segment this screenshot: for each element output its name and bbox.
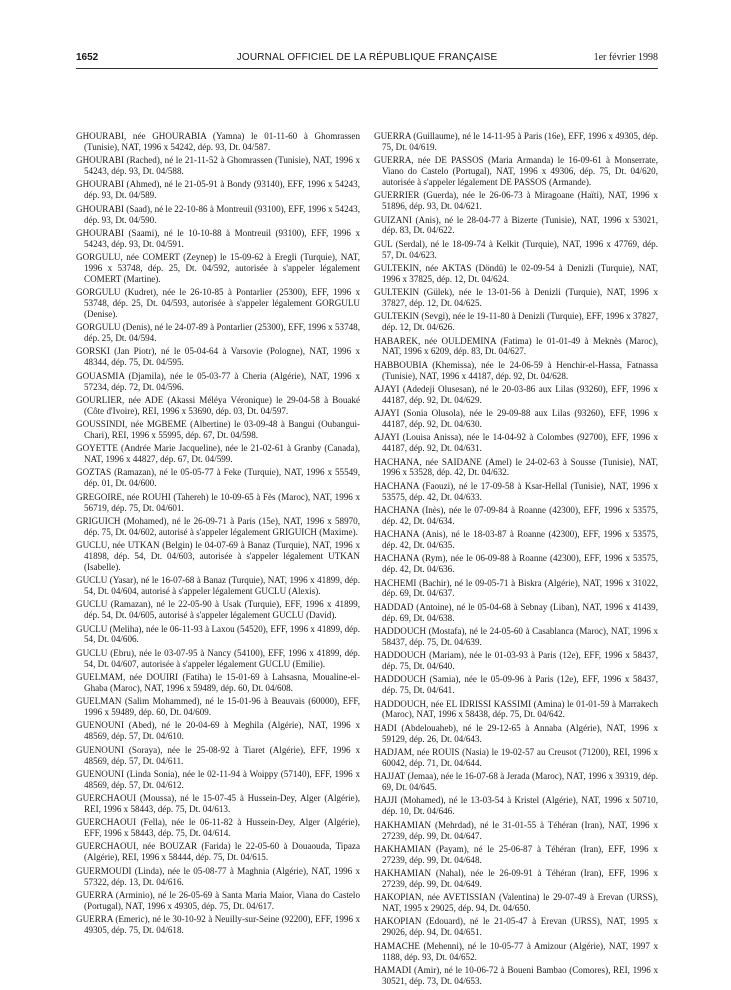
naturalization-entry: GUIZANI (Anis), né le 28-04-77 à Bizerte (Tunisie), NAT, 1996 x 53021, dép. 83, Dt. 04/622. bbox=[374, 214, 658, 236]
header-rule bbox=[76, 68, 658, 69]
naturalization-entry: HACHANA, née SAIDANE (Amel) le 24-02-63 à Sousse (Tunisie), NAT, 1996 x 53528, dép. 42, Dt. 04/632. bbox=[374, 456, 658, 478]
naturalization-entry: GRIGUICH (Mohamed), né le 26-09-71 à Paris (15e), NAT, 1996 x 58970, dép. 75, Dt. 04/602, autorisé à s'appeler légalement GRIGUICH (Maxime). bbox=[76, 515, 360, 537]
naturalization-entry: HADDOUCH (Mostafa), né le 24-05-60 à Casablanca (Maroc), NAT, 1996 x 58437, dép. 75, Dt. 04/639. bbox=[374, 625, 658, 647]
naturalization-entry: GULTEKIN (Sevgi), née le 19-11-80 à Denizli (Turquie), EFF, 1996 x 37827, dép. 12, Dt. 04/626. bbox=[374, 311, 658, 333]
naturalization-entry: HAKHAMIAN (Mehrdad), né le 31-01-55 à Téhéran (Iran), NAT, 1996 x 27239, dép. 99, Dt. 04/647. bbox=[374, 819, 658, 841]
naturalization-entry: GUCLU (Meliha), née le 06-11-93 à Laxou (54520), EFF, 1996 x 41899, dép. 54, Dt. 04/606. bbox=[76, 623, 360, 645]
naturalization-entry: HACHANA (Inès), née le 07-09-84 à Roanne (42300), EFF, 1996 x 53575, dép. 42, Dt. 04/634. bbox=[374, 504, 658, 526]
naturalization-entry: GORSKI (Jan Piotr), né le 05-04-64 à Varsovie (Pologne), NAT, 1996 x 48344, dép. 75, Dt. 04/595. bbox=[76, 346, 360, 368]
right-column bbox=[374, 131, 658, 989]
naturalization-entry: HAJJI (Mohamed), né le 13-03-54 à Kristel (Algérie), NAT, 1996 x 50710, dép. 10, Dt. 04/646. bbox=[374, 795, 658, 817]
naturalization-entry: HADDOUCH (Mariam), née le 01-03-93 à Paris (12e), EFF, 1996 x 58437, dép. 75, Dt. 04/640. bbox=[374, 650, 658, 672]
naturalization-entry: HAMADI (Amir), né le 10-06-72 à Boueni Bambao (Comores), REI, 1996 x 30521, dép. 73, Dt. 04/653. bbox=[374, 964, 658, 986]
naturalization-entry: GHOURABI (Saami), né le 10-10-88 à Montreuil (93100), EFF, 1996 x 54243, dép. 93, Dt. 04/591. bbox=[76, 227, 360, 249]
naturalization-entry: HADDAD (Antoine), né le 05-04-68 à Sebnay (Liban), NAT, 1996 x 41439, dép. 69, Dt. 04/638. bbox=[374, 601, 658, 623]
naturalization-entry: GORGULU, née COMERT (Zeynep) le 15-09-62 à Eregli (Turquie), NAT, 1996 x 53748, dép. 25, Dt. 04/592, autorisée à s'appeler légalement COMERT (Martine). bbox=[76, 252, 360, 284]
naturalization-entry: GULTEKIN (Gülek), née le 13-01-56 à Denizli (Turquie), NAT, 1996 x 37827, dép. 12, Dt. 04/625. bbox=[374, 287, 658, 309]
naturalization-entry: GOUSSINDI, née MGBEME (Albertine) le 03-09-48 à Bangui (Oubangui-Chari), REI, 1996 x 55995, dép. 67, Dt. 04/598. bbox=[76, 419, 360, 440]
naturalization-entry: HACHANA (Rym), née le 06-09-88 à Roanne (42300), EFF, 1996 x 53575, dép. 42, Dt. 04/636. bbox=[374, 553, 658, 575]
naturalization-entry: GHOURABI (Ahmed), né le 21-05-91 à Bondy (93140), EFF, 1996 x 54243, dép. 93, Dt. 04/589. bbox=[76, 179, 360, 201]
naturalization-entry: GULTEKIN, née AKTAS (Döndü) le 02-09-54 à Denizli (Turquie), NAT, 1996 x 37825, dép. 12, Dt. 04/624. bbox=[374, 262, 658, 284]
naturalization-entry: HAKHAMIAN (Payam), né le 25-06-87 à Téhéran (Iran), EFF, 1996 x 27239, dép. 99, Dt. 04/648. bbox=[374, 843, 658, 865]
page-number: 1652 bbox=[76, 52, 99, 63]
naturalization-entry: GUERMOUDI (Linda), née le 05-08-77 à Maghnia (Algérie), NAT, 1996 x 57322, dép. 13, Dt. 04/616. bbox=[76, 865, 360, 887]
naturalization-entry: GORGULU (Denis), né le 24-07-89 à Pontarlier (25300), EFF, 1996 x 53748, dép. 25, Dt. 04/594. bbox=[76, 322, 360, 344]
naturalization-entry: HADDOUCH (Samia), née le 05-09-96 à Paris (12e), EFF, 1996 x 58437, dép. 75, Dt. 04/641. bbox=[374, 674, 658, 696]
naturalization-entry: GORGULU (Kudret), née le 26-10-85 à Pontarlier (25300), EFF, 1996 x 53748, dép. 25, Dt. 04/593, autorisée à s'appeler légalement GORGULU (Denise). bbox=[76, 287, 360, 319]
naturalization-entry: GUENOUNI (Linda Sonia), née le 02-11-94 à Woippy (57140), EFF, 1996 x 48569, dép. 57, Dt. 04/612. bbox=[76, 768, 360, 790]
naturalization-entry: HABAREK, née OULDEMINA (Fatima) le 01-01-49 à Meknès (Maroc), NAT, 1996 x 6209, dép. 83, Dt. 04/627. bbox=[374, 335, 658, 357]
naturalization-entry: GUERRA, née DE PASSOS (Maria Armanda) le 16-09-61 à Monserrate, Viano do Castelo (Portugal), NAT, 1996 x 49306, dép. 75, Dt. 04/620, autorisée à s'appeler légalement DE PASSOS (Armande). bbox=[374, 155, 658, 188]
naturalization-entry: GHOURABI, née GHOURABIA (Yamna) le 01-11-60 à Ghomrassen (Tunisie), NAT, 1996 x 54242, dép. 93, Dt. 04/587. bbox=[76, 131, 360, 152]
naturalization-entry: GUCLU, née UTKAN (Belgin) le 04-07-69 à Banaz (Turquie), NAT, 1996 x 41898, dép. 54, Dt. 04/603, autorisée à s'appeler légalement UTKAN (Isabelle). bbox=[76, 540, 360, 572]
naturalization-entry: GUERRA (Arminio), né le 26-05-69 à Santa Maria Maior, Viana do Castelo (Portugal), NAT, 1996 x 49305, dép. 75, Dt. 04/617. bbox=[76, 889, 360, 911]
naturalization-entry: HACHANA (Faouzi), né le 17-09-58 à Ksar-Hellal (Tunisie), NAT, 1996 x 53575, dép. 42, Dt. 04/633. bbox=[374, 480, 658, 502]
left-column bbox=[76, 131, 360, 938]
naturalization-entry: HADJAM, née ROUIS (Nasia) le 19-02-57 au Creusot (71200), REI, 1996 x 60042, dép. 71, Dt. 04/644. bbox=[374, 746, 658, 768]
naturalization-entry: GUERRA (Emeric), né le 30-10-92 à Neuilly-sur-Seine (92200), EFF, 1996 x 49305, dép. 75, Dt. 04/618. bbox=[76, 914, 360, 935]
naturalization-entry: HAMACHE (Mehenni), né le 10-05-77 à Amizour (Algérie), NAT, 1997 x 1188, dép. 93, Dt. 04/652. bbox=[374, 940, 658, 962]
naturalization-entry: GOURLIER, née ADE (Akassi Méléya Véronique) le 29-04-58 à Bouaké (Côte d'Ivoire), REI, 1996 x 53690, dép. 03, Dt. 04/597. bbox=[76, 394, 360, 416]
naturalization-entry: HADDOUCH, née EL IDRISSI KASSIMI (Amina) le 01-01-59 à Marrakech (Maroc), NAT, 1996 x 58438, dép. 75, Dt. 04/642. bbox=[374, 698, 658, 720]
naturalization-entry: GUCLU (Ramazan), né le 22-05-90 à Usak (Turquie), EFF, 1996 x 41899, dép. 54, Dt. 04/605, autorisé à s'appeler légalement GUCLU (David). bbox=[76, 599, 360, 621]
naturalization-entry: GUERCHAOUI, née BOUZAR (Farida) le 22-05-60 à Douaouda, Tipaza (Algérie), REI, 1996 x 58444, dép. 75, Dt. 04/615. bbox=[76, 841, 360, 863]
naturalization-entry: GUENOUNI (Soraya), née le 25-08-92 à Tiaret (Algérie), EFF, 1996 x 48569, dép. 57, Dt. 04/611. bbox=[76, 744, 360, 766]
naturalization-entry: GHOURABI (Saad), né le 22-10-86 à Montreuil (93100), EFF, 1996 x 54243, dép. 93, Dt. 04/590. bbox=[76, 203, 360, 225]
naturalization-entry: AJAYI (Adedeji Olusesan), né le 20-03-86 aux Lilas (93260), EFF, 1996 x 44187, dép. 92, Dt. 04/629. bbox=[374, 383, 658, 405]
naturalization-entry: GUERCHAOUI (Fella), née le 06-11-82 à Hussein-Dey, Alger (Algérie), EFF, 1996 x 58443, dép. 75, Dt. 04/614. bbox=[76, 817, 360, 839]
naturalization-entry: HAKOPIAN, née AVETISSIAN (Valentina) le 29-07-49 à Erevan (URSS), NAT, 1995 x 29025, dép. 94, Dt. 04/650. bbox=[374, 892, 658, 914]
naturalization-entry: HADI (Abdelouaheb), né le 29-12-65 à Annaba (Algérie), NAT, 1996 x 59129, dép. 26, Dt. 04/643. bbox=[374, 722, 658, 744]
naturalization-entry: HAKHAMIAN (Nahal), née le 26-09-91 à Téhéran (Iran), EFF, 1996 x 27239, dép. 99, Dt. 04/649. bbox=[374, 868, 658, 889]
naturalization-entry: GUENOUNI (Abed), né le 20-04-69 à Meghila (Algérie), NAT, 1996 x 48569, dép. 57, Dt. 04/610. bbox=[76, 720, 360, 742]
naturalization-entry: GUERCHAOUI (Moussa), né le 15-07-45 à Hussein-Dey, Alger (Algérie), REI, 1996 x 58443, dép. 75, Dt. 04/613. bbox=[76, 793, 360, 814]
naturalization-entry: GUERRIER (Guerda), née le 26-06-73 à Miragoane (Haïti), NAT, 1996 x 51896, dép. 93, Dt. 04/621. bbox=[374, 190, 658, 212]
naturalization-entry: GOZTAS (Ramazan), né le 05-05-77 à Feke (Turquie), NAT, 1996 x 55549, dép. 01, Dt. 04/600. bbox=[76, 467, 360, 489]
naturalization-entry: HABBOUBIA (Khemissa), née le 24-06-59 à Henchir-el-Hassa, Fatnassa (Tunisie), NAT, 1996 x 44187, dép. 92, Dt. 04/628. bbox=[374, 359, 658, 381]
naturalization-entry: GUCLU (Yasar), né le 16-07-68 à Banaz (Turquie), NAT, 1996 x 41899, dép. 54, Dt. 04/604, autorisé à s'appeler légalement GUCLU (Alexis). bbox=[76, 575, 360, 597]
naturalization-entry: AJAYI (Louisa Anissa), née le 14-04-92 à Colombes (92700), EFF, 1996 x 44187, dép. 92, Dt. 04/631. bbox=[374, 432, 658, 454]
page-header bbox=[76, 52, 658, 66]
naturalization-entry: HACHANA (Anis), né le 18-03-87 à Roanne (42300), EFF, 1996 x 53575, dép. 42, Dt. 04/635. bbox=[374, 529, 658, 551]
naturalization-entry: GUELMAN (Salim Mohammed), né le 15-01-96 à Beauvais (60000), EFF, 1996 x 59489, dép. 60, Dt. 04/609. bbox=[76, 696, 360, 718]
naturalization-entry: GHOURABI (Rached), né le 21-11-52 à Ghomrassen (Tunisie), NAT, 1996 x 54243, dép. 93, Dt. 04/588. bbox=[76, 155, 360, 177]
naturalization-entry: GUCLU (Ebru), née le 03-07-95 à Nancy (54100), EFF, 1996 x 41899, dép. 54, Dt. 04/607, autorisée à s'appeler légalement GUCLU (Emilie). bbox=[76, 647, 360, 669]
issue-date: 1er février 1998 bbox=[593, 52, 658, 63]
journal-title: JOURNAL OFFICIEL DE LA RÉPUBLIQUE FRANÇAISE bbox=[236, 52, 498, 63]
naturalization-entry: GREGOIRE, née ROUHI (Tahereh) le 10-09-65 à Fès (Maroc), NAT, 1996 x 56719, dép. 75, Dt. 04/601. bbox=[76, 491, 360, 513]
naturalization-entry: GOYETTE (Andrée Marie Jacqueline), née le 21-02-61 à Granby (Canada), NAT, 1996 x 44827, dép. 67, Dt. 04/599. bbox=[76, 443, 360, 465]
naturalization-entry: GOUASMIA (Djamila), née le 05-03-77 à Cheria (Algérie), NAT, 1996 x 57234, dép. 72, Dt. 04/596. bbox=[76, 370, 360, 392]
naturalization-entry: AJAYI (Sonia Olusola), née le 29-09-88 aux Lilas (93260), EFF, 1996 x 44187, dép. 92, Dt. 04/630. bbox=[374, 408, 658, 430]
naturalization-entry: HACHEMI (Bachir), né le 09-05-71 à Biskra (Algérie), NAT, 1996 x 31022, dép. 69, Dt. 04/637. bbox=[374, 577, 658, 599]
naturalization-entry: HAJJAT (Jemaa), née le 16-07-68 à Jerada (Maroc), NAT, 1996 x 39319, dép. 69, Dt. 04/645. bbox=[374, 771, 658, 793]
naturalization-entry: GUERRA (Guillaume), né le 14-11-95 à Paris (16e), EFF, 1996 x 49305, dép. 75, Dt. 04/619. bbox=[374, 131, 658, 152]
naturalization-entry: GUL (Serdal), né le 18-09-74 à Kelkit (Turquie), NAT, 1996 x 47769, dép. 57, Dt. 04/623. bbox=[374, 238, 658, 260]
naturalization-entry: HAKOPIAN (Edouard), né le 21-05-47 à Erevan (URSS), NAT, 1995 x 29026, dép. 94, Dt. 04/651. bbox=[374, 916, 658, 938]
naturalization-entry: GUELMAM, née DOUIRI (Fatiha) le 15-01-69 à Lahsasna, Moualine-el-Ghaba (Maroc), NAT, 1996 x 59489, dép. 60, Dt. 04/608. bbox=[76, 671, 360, 693]
